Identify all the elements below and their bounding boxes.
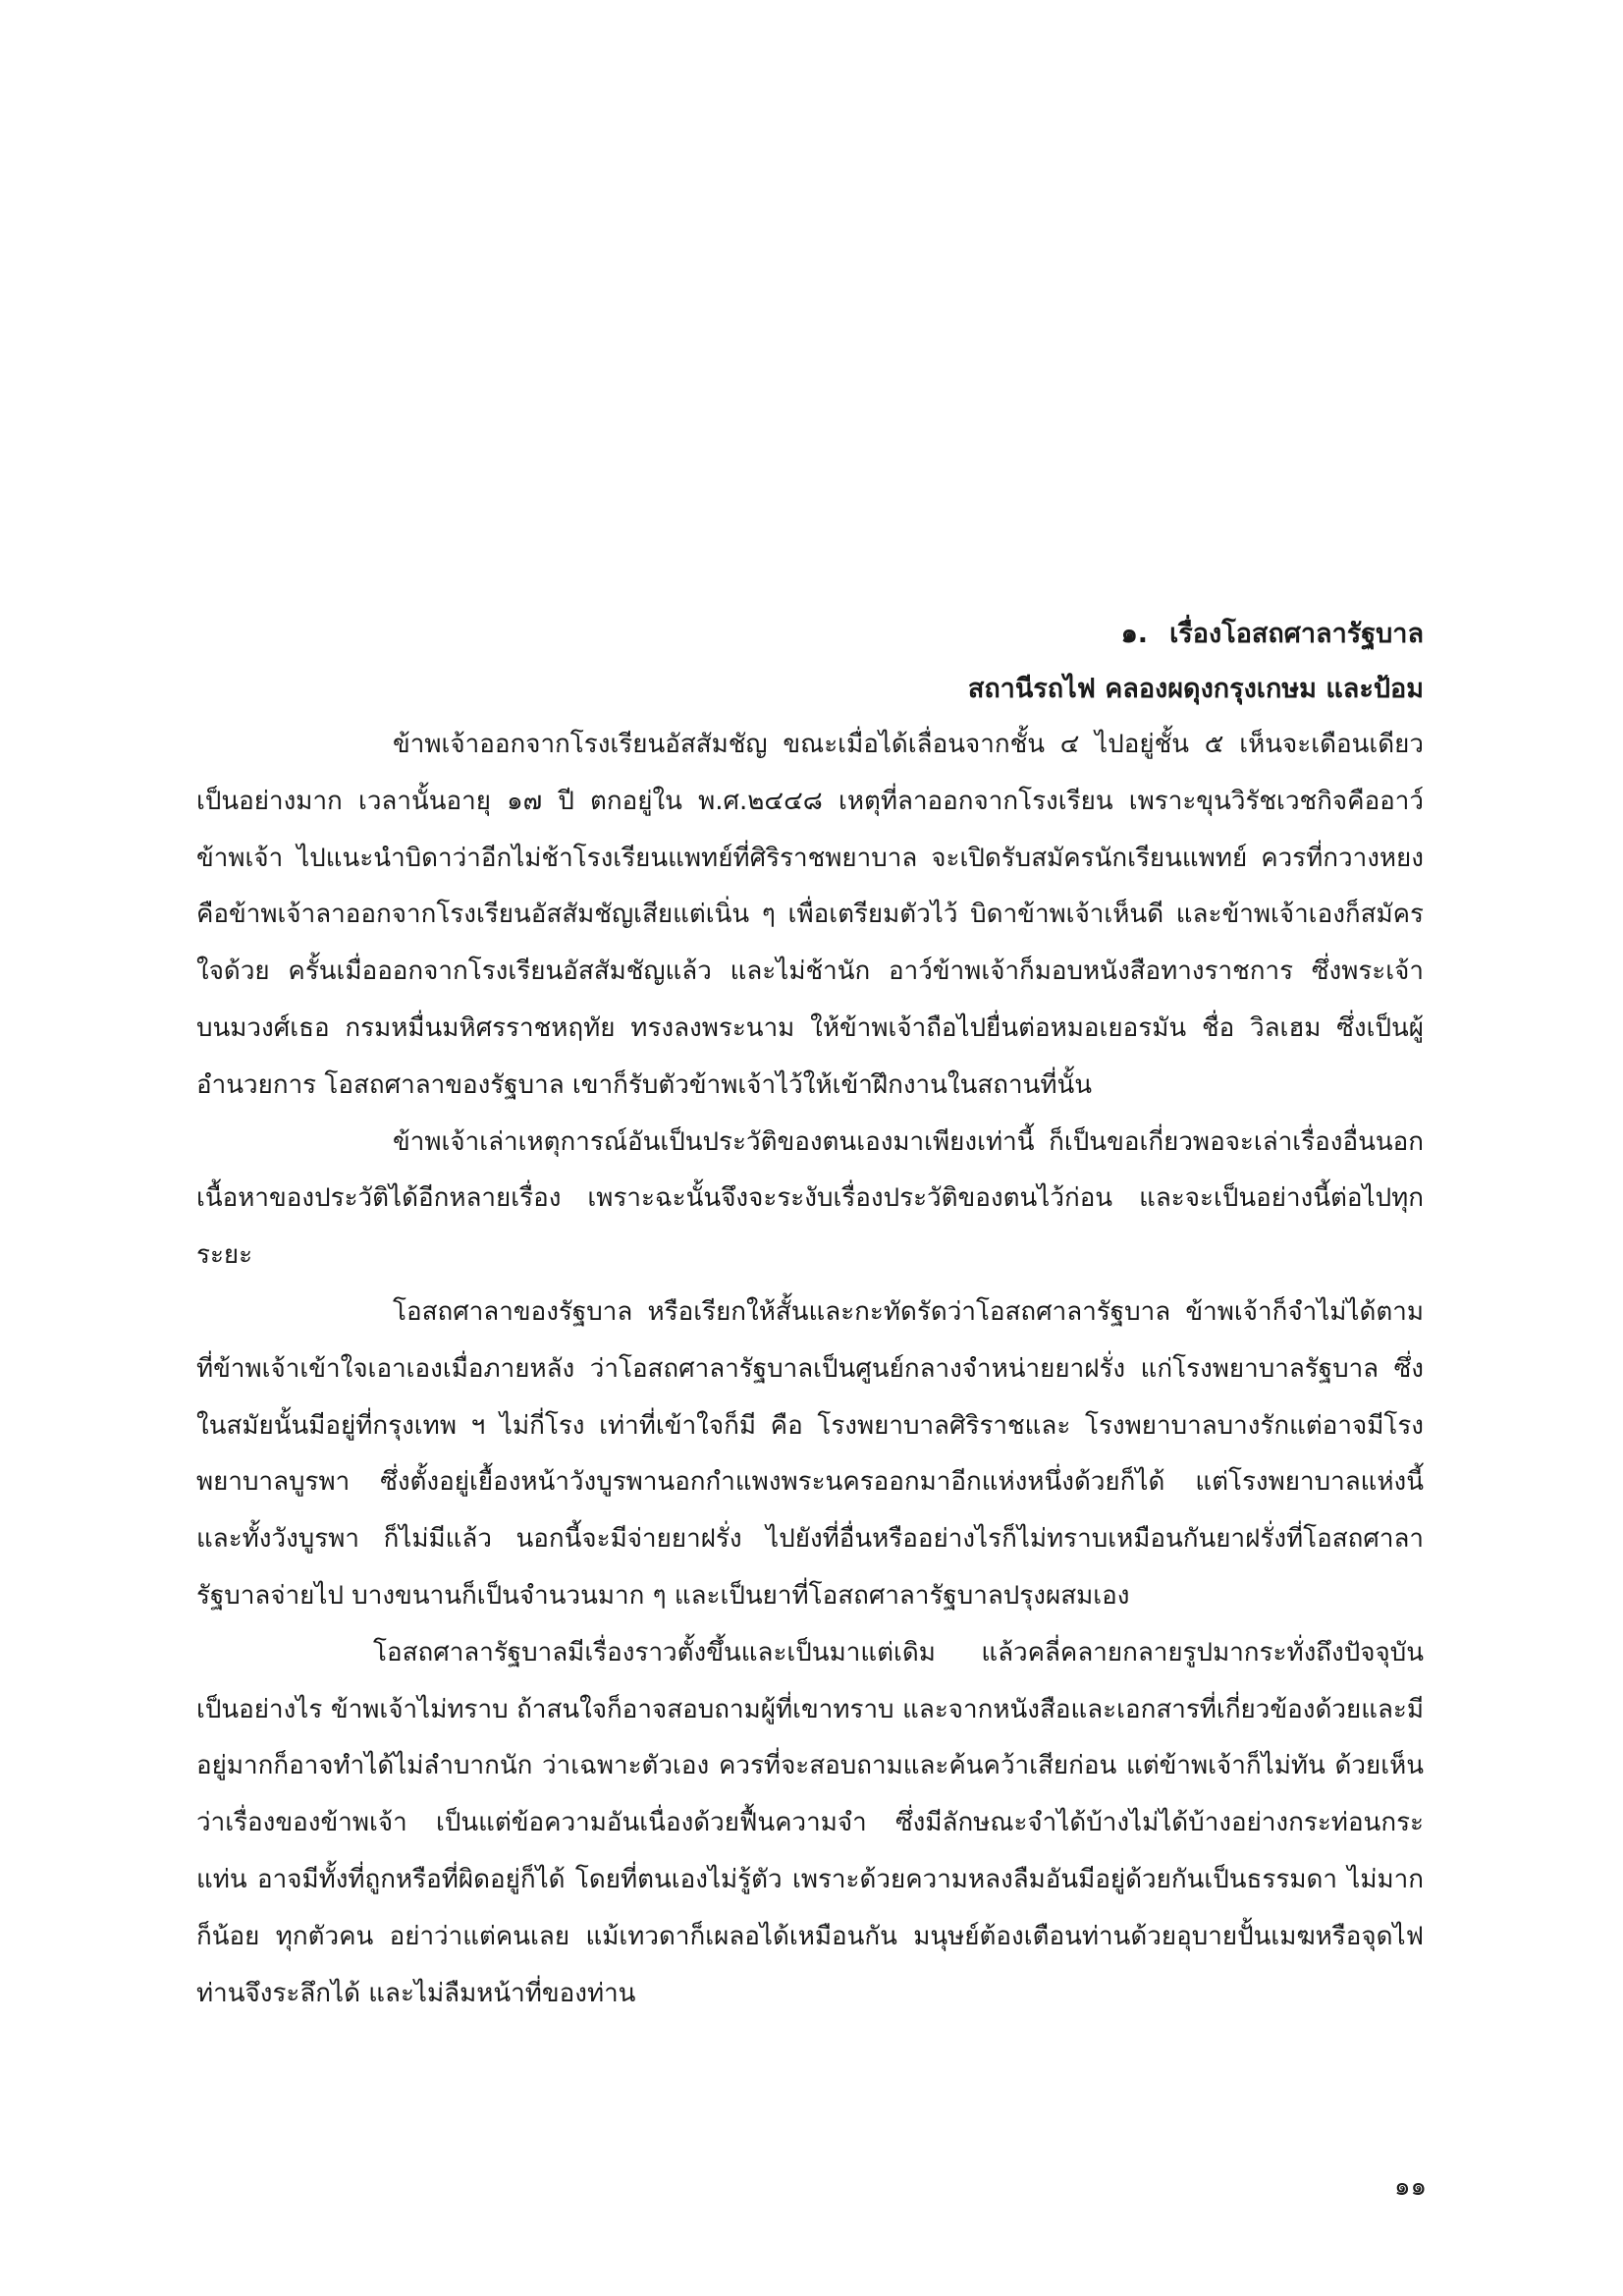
body-paragraph: โอสถศาลารัฐบาลมีเรื่องราวตั้งขึ้นและเป็นมาแต่เดิม แล้วคลี่คลายกลายรูปมากระทั่งถึงปัจจุบันเป็นอย่างไร ข้าพเจ้าไม่ทราบ ถ้าสนใจก็อาจสอบถามผู้ที่เขาทราบ และจากหนังสือและเอกสารที่เกี่ยวข้องด้วยและมีอยู่มากก็อาจทำได้ไม่ลำบากนัก ว่าเฉพาะตัวเอง ควรที่จะสอบถามและค้นคว้าเสียก่อน แต่ข้าพเจ้าก็ไม่ทัน ด้วยเห็นว่าเรื่องของข้าพเจ้า เป็นแต่ข้อความอันเนื่องด้วยฟื้นความจำ ซึ่งมีลักษณะจำได้บ้างไม่ได้บ้างอย่างกระท่อนกระแท่น อาจมีทั้งที่ถูกหรือที่ผิดอยู่ก็ได้ โดยที่ตนเองไม่รู้ตัว เพราะด้วยความหลงลืมอันมีอยู่ด้วยกันเป็นธรรมดา ไม่มากก็น้อย ทุกตัวคน อย่าว่าแต่คนเลย แม้เทวดาก็เผลอได้เหมือนกัน มนุษย์ต้องเตือนท่านด้วยอุบายปั้นเมฆหรือจุดไฟ ท่านจึงระลึกได้ และไม่ลืมหน้าที่ของท่าน	[196, 1637, 1424, 2008]
chapter-title: เรื่องโอสถศาลารัฐบาล	[1169, 619, 1424, 649]
chapter-heading	[196, 607, 1424, 662]
body-paragraph: ข้าพเจ้าเล่าเหตุการณ์อันเป็นประวัติของตนเองมาเพียงเท่านี้ ก็เป็นขอเกี่ยวพอจะเล่าเรื่องอื่นนอกเนื้อหาของประวัติได้อีกหลายเรื่อง เพราะฉะนั้นจึงจะระงับเรื่องประวัติของตนไว้ก่อน และจะเป็นอย่างนี้ต่อไปทุกระยะ	[196, 1126, 1424, 1271]
page-number: ๑๑	[1393, 2172, 1427, 2202]
body-paragraph: โอสถศาลาของรัฐบาล หรือเรียกให้สั้นและกะทัดรัดว่าโอสถศาลารัฐบาล ข้าพเจ้าก็จำไม่ได้ตามที่ข้าพเจ้าเข้าใจเอาเองเมื่อภายหลัง ว่าโอสถศาลารัฐบาลเป็นศูนย์กลางจำหน่ายยาฝรั่ง แก่โรงพยาบาลรัฐบาล ซึ่งในสมัยนั้นมีอยู่ที่กรุงเทพ ฯ ไม่กี่โรง เท่าที่เข้าใจก็มี คือ โรงพยาบาลศิริราชและ โรงพยาบาลบางรักแต่อาจมีโรงพยาบาลบูรพา ซึ่งตั้งอยู่เยื้องหน้าวังบูรพานอกกำแพงพระนครออกมาอีกแห่งหนึ่งด้วยก็ได้ แต่โรงพยาบาลแห่งนี้และทั้งวังบูรพา ก็ไม่มีแล้ว นอกนี้จะมีจ่ายยาฝรั่ง ไปยังที่อื่นหรืออย่างไรก็ไม่ทราบเหมือนกันยาฝรั่งที่โอสถศาลารัฐบาลจ่ายไป บางขนานก็เป็นจำนวนมาก ๆ และเป็นยาที่โอสถศาลารัฐบาลปรุงผสมเอง	[196, 1296, 1424, 1611]
chapter-subtitle: สถานีรถไฟ คลองผดุงกรุงเกษม และป้อม	[967, 674, 1424, 704]
chapter-number: ๑.	[1120, 619, 1149, 649]
document-body	[196, 607, 1424, 2022]
body-paragraph: ข้าพเจ้าออกจากโรงเรียนอัสสัมชัญ ขณะเมื่อได้เลื่อนจากชั้น ๔ ไปอยู่ชั้น ๕ เห็นจะเดือนเดียวเป็นอย่างมาก เวลานั้นอายุ ๑๗ ปี ตกอยู่ใน พ.ศ.๒๔๔๘ เหตุที่ลาออกจากโรงเรียน เพราะขุนวิรัชเวชกิจคืออาว์ข้าพเจ้า ไปแนะนำบิดาว่าอีกไม่ช้าโรงเรียนแพทย์ที่ศิริราชพยาบาล จะเปิดรับสมัครนักเรียนแพทย์ ควรที่กวางหยงคือข้าพเจ้าลาออกจากโรงเรียนอัสสัมชัญเสียแต่เนิ่น ๆ เพื่อเตรียมตัวไว้ บิดาข้าพเจ้าเห็นดี และข้าพเจ้าเองก็สมัครใจด้วย ครั้นเมื่อออกจากโรงเรียนอัสสัมชัญแล้ว และไม่ช้านัก อาว์ข้าพเจ้าก็มอบหนังสือทางราชการ ซึ่งพระเจ้าบนมวงศ์เธอ กรมหมื่นมหิศรราชหฤทัย ทรงลงพระนาม ให้ข้าพเจ้าถือไปยื่นต่อหมอเยอรมัน ชื่อ วิลเฮม ซึ่งเป็นผู้อำนวยการ โอสถศาลาของรัฐบาล เขาก็รับตัวข้าพเจ้าไว้ให้เข้าฝึกงานในสถานที่นั้น	[196, 730, 1424, 1100]
